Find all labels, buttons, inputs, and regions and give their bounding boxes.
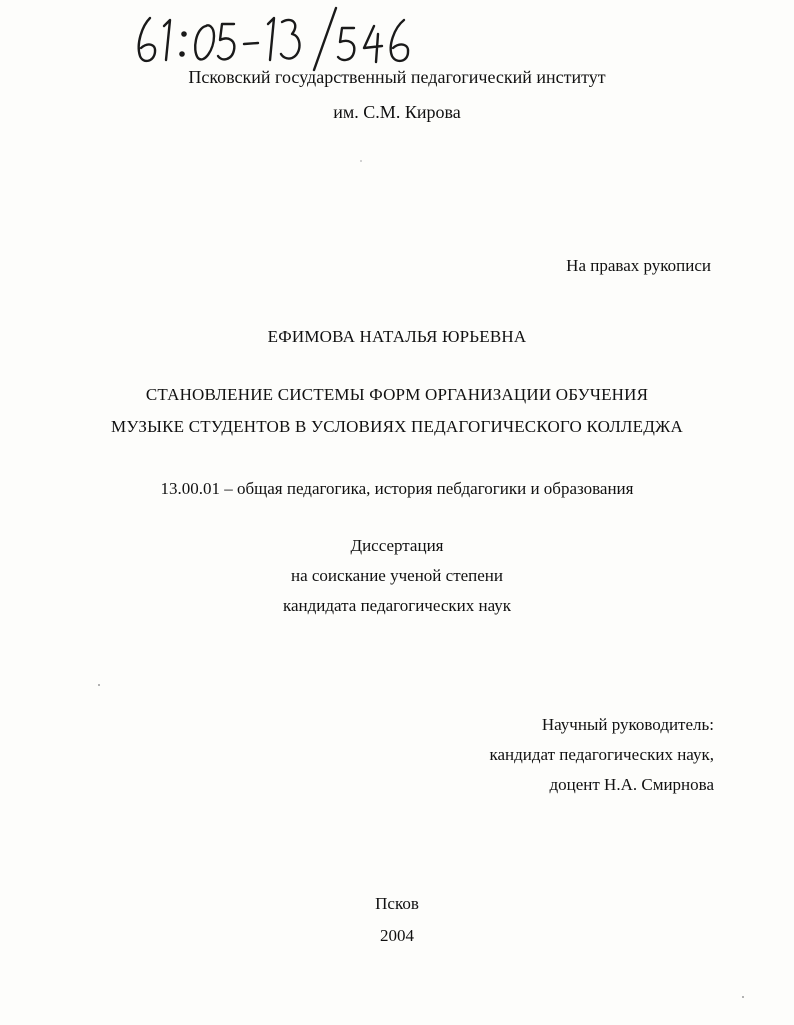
supervisor-name: доцент Н.А. Смирнова	[549, 775, 714, 794]
scan-speck	[360, 160, 362, 162]
scan-speck	[742, 996, 744, 998]
supervisor-heading: Научный руководитель:	[541, 715, 714, 734]
author-name: ЕФИМОВА НАТАЛЬЯ ЮРЬЕВНА	[267, 327, 527, 346]
specialty-code: 13.00.01 – общая педагогика, история пебдагогики и образования	[160, 479, 634, 498]
dissertation-title-line-2: МУЗЫКЕ СТУДЕНТОВ В УСЛОВИЯХ ПЕДАГОГИЧЕСКОГО КОЛЛЕДЖА	[111, 417, 683, 436]
degree-line-1: Диссертация	[350, 536, 444, 555]
institution-name: Псковский государственный педагогический институт	[188, 67, 606, 87]
supervisor-degree: кандидат педагогических наук,	[489, 745, 714, 764]
degree-line-3: кандидата педагогических наук	[282, 596, 512, 615]
degree-line-2: на соискание ученой степени	[290, 566, 504, 585]
institution-named-after: им. С.М. Кирова	[333, 102, 461, 122]
dissertation-title-line-1: СТАНОВЛЕНИЕ СИСТЕМЫ ФОРМ ОРГАНИЗАЦИИ ОБУЧЕНИЯ	[145, 385, 649, 404]
year: 2004	[380, 926, 414, 945]
scan-speck	[98, 684, 100, 686]
city: Псков	[375, 894, 419, 913]
manuscript-rights-note: На правах рукописи	[566, 256, 711, 275]
